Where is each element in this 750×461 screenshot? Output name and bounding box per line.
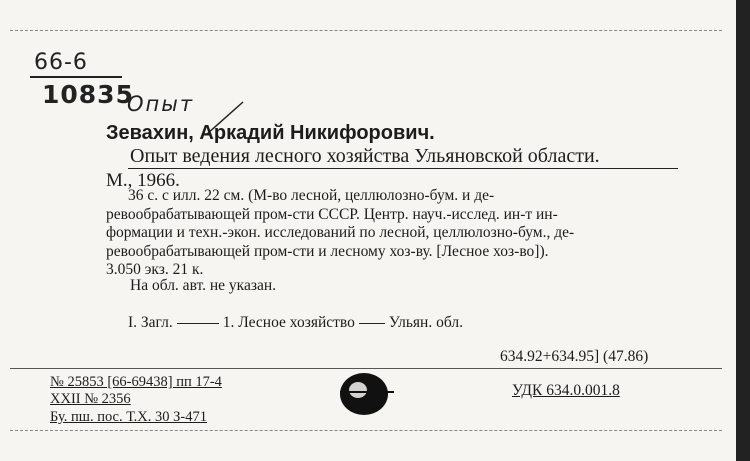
registration-line: № 25853 [66-69438] пп 17-4 [50,374,222,390]
registration-line: XXII № 2356 [50,391,131,407]
description-line: ревообрабатывающей пром-сти и лесному хоз-ву. [Лесное хоз-во]). [106,242,549,260]
title-underline [128,168,678,169]
registration-line: Бу. пш. пос. Т.Х. 30 З-471 [50,409,207,425]
handwritten-underline [30,76,122,78]
subject-region: Ульян. обл. [388,314,463,331]
subject-title-entry: I. Загл. [128,314,173,331]
place-year: М., 1966. [106,170,180,191]
bottom-divider [10,368,722,369]
description-line: 36 с. с илл. 22 см. (М-во лесной, целлюлозно-бум. и де- [128,187,495,204]
book-title: Опыт ведения лесного хозяйства Ульяновской области. [130,145,600,167]
author: Зевахин, Аркадий Никифорович. [106,122,435,144]
note: На обл. авт. не указан. [130,277,277,294]
handwritten-code: 66-6 [34,50,88,75]
description-line: ревообрабатывающей пром-сти СССР. Центр. науч.-исслед. ин-т ин- [106,205,558,223]
description-line: 3.050 экз. 21 к. [106,261,204,278]
description [106,187,686,280]
dash [359,323,385,324]
lower-divider [10,430,722,431]
description-line: формации и техн.-экон. исследований по лесной, целлюлозно-бум., де- [106,224,575,241]
subject-topic: 1. Лесное хозяйство [222,314,355,331]
ink-stamp-blot [336,370,396,418]
handwritten-word: Опыт [127,92,195,116]
top-divider [10,30,722,31]
udc-code: УДК 634.0.001.8 [512,382,620,399]
subject-headings [128,314,463,332]
classification-index: 634.92+634.95] (47.86) [500,348,649,365]
dash [177,323,219,324]
scan-edge [736,0,750,461]
handwritten-number: 10835 [42,80,134,109]
